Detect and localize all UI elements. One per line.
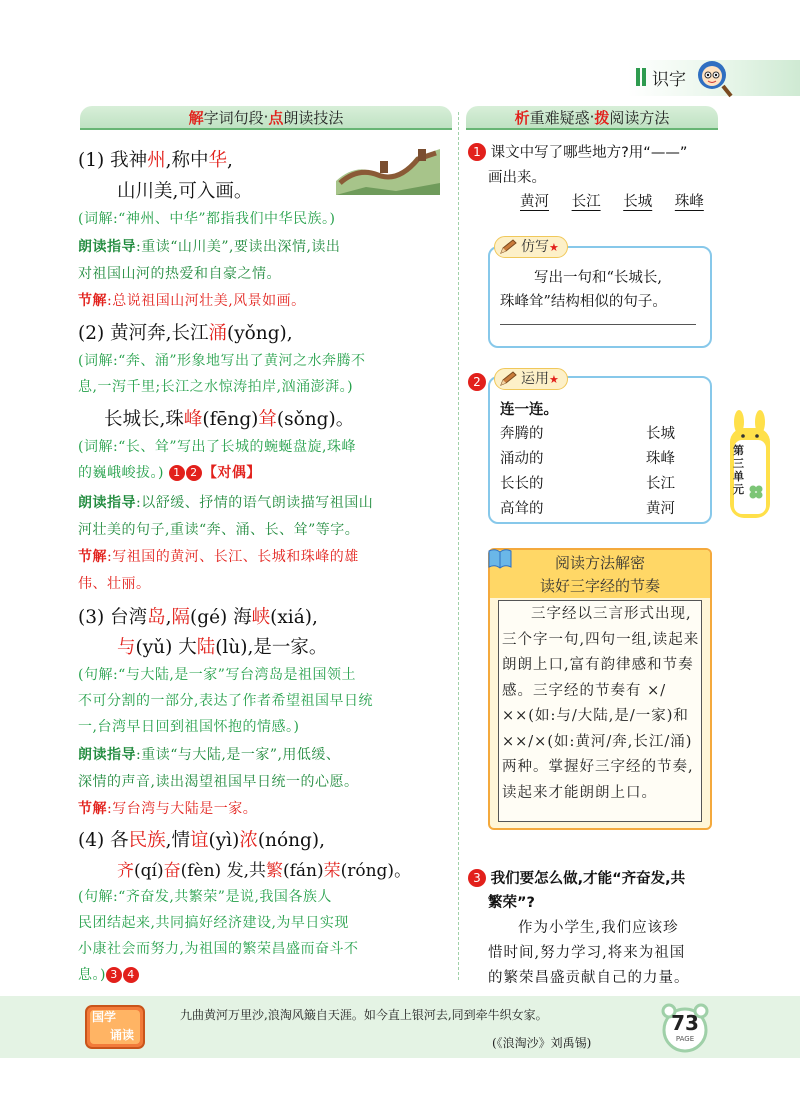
section-summary: 伟、壮丽。 bbox=[78, 576, 151, 592]
question-text: 繁荣”? bbox=[488, 895, 535, 911]
match-right-word[interactable]: 黄河 bbox=[646, 501, 675, 517]
secret-body: 三字经以三言形式出现,三个字一句,四句一组,读起来朗朗上口,富有韵律感和节奏感。三字经的节奏有 ×/××(如:与/大陆,是/一家)和 ××/×(如:黄河/奔,长江/涌)两种。掌握好三字经的节奏,读起来才能朗朗上口。 bbox=[502, 606, 700, 801]
header-dot: · bbox=[589, 108, 595, 126]
pinyin: (fán) bbox=[282, 861, 324, 881]
word-note bbox=[78, 462, 261, 482]
imitation-prompt: 写出一句和“长城长, bbox=[534, 270, 663, 286]
match-right-word[interactable]: 长城 bbox=[646, 426, 675, 442]
secret-title: 阅读方法解密 bbox=[490, 550, 710, 576]
summary-label: 节解 bbox=[78, 801, 107, 817]
unit-char: 元 bbox=[733, 483, 744, 496]
pinyin: (qí) bbox=[134, 861, 164, 881]
pinyin: (sǒng)。 bbox=[276, 409, 355, 430]
matching-title: 连一连。 bbox=[500, 402, 558, 418]
question-text: 我们要怎么做,才能“齐奋发,共 bbox=[490, 871, 686, 887]
number-badge: 4 bbox=[123, 967, 139, 983]
poem-text: , bbox=[227, 150, 233, 171]
column-divider bbox=[458, 112, 459, 980]
logo-text: 国学 bbox=[92, 1010, 117, 1024]
place-word: 黄河 bbox=[520, 194, 549, 210]
secret-subtitle: 读好三字经的节奏 bbox=[490, 576, 710, 598]
unit-char: 三 bbox=[733, 457, 744, 470]
reading-guide bbox=[78, 744, 340, 764]
right-column-header bbox=[466, 106, 718, 130]
tag-label: 仿写 bbox=[521, 239, 549, 255]
question-number: 1 bbox=[468, 143, 486, 161]
question-2 bbox=[468, 372, 486, 391]
question-text: 课文中写了哪些地方?用“——” bbox=[490, 145, 688, 161]
pinyin: (róng)。 bbox=[340, 861, 412, 881]
key-char: 奋 bbox=[163, 861, 181, 881]
sentence-note: 民团结起来,共同搞好经济建设,为早日实现 bbox=[78, 915, 349, 931]
great-wall-illustration bbox=[336, 143, 440, 195]
unit-char: 单 bbox=[733, 470, 744, 483]
note-text: 息。) bbox=[78, 967, 106, 983]
key-char: 荣 bbox=[323, 861, 341, 881]
sentence-note: 小康社会而努力,为祖国的繁荣昌盛而奋斗不 bbox=[78, 941, 359, 957]
poem-text: (lù),是一家。 bbox=[215, 637, 328, 658]
poem-line bbox=[117, 633, 327, 659]
poem-line bbox=[104, 405, 354, 431]
poem-line bbox=[78, 146, 233, 172]
left-column-header bbox=[80, 106, 452, 130]
key-char: 隔 bbox=[171, 607, 191, 628]
poem-text: (fèn) 发,共 bbox=[180, 861, 266, 881]
key-char: 岛 bbox=[147, 607, 166, 628]
imitation-prompt: 珠峰耸”结构相似的句子。 bbox=[500, 294, 667, 310]
sentence-note: (句解:“齐奋发,共繁荣”是说,我国各族人 bbox=[78, 889, 332, 905]
match-left-word[interactable]: 涌动的 bbox=[500, 451, 544, 467]
poem-line bbox=[117, 856, 411, 881]
match-right-word[interactable]: 长江 bbox=[646, 476, 675, 492]
place-word: 长城 bbox=[623, 194, 653, 210]
section-summary bbox=[78, 290, 306, 310]
header-highlight: 解 bbox=[188, 108, 204, 127]
poem-text: (yǒng), bbox=[226, 323, 293, 344]
pinyin: (yì) bbox=[208, 830, 240, 851]
place-list bbox=[520, 190, 704, 211]
page-number: 73 bbox=[671, 1011, 699, 1035]
summary-label: 节解 bbox=[78, 293, 107, 309]
guide-label: 朗读指导 bbox=[78, 495, 136, 511]
answer-text: 惜时间,努力学习,将来为祖国 bbox=[488, 945, 686, 961]
summary-label: 节解 bbox=[78, 549, 107, 565]
header-text: 朗读技法 bbox=[283, 108, 344, 127]
reading-guide bbox=[78, 236, 340, 256]
poem-text: (2) 黄河奔,长江 bbox=[78, 323, 209, 344]
key-char: 华 bbox=[208, 150, 228, 171]
unit-char: 第 bbox=[733, 444, 744, 457]
key-char: 峡 bbox=[251, 607, 271, 628]
poem-line bbox=[78, 319, 293, 345]
pencil-icon bbox=[499, 239, 517, 255]
match-left-word[interactable]: 长长的 bbox=[500, 476, 544, 492]
poem-text: 长城长,珠 bbox=[104, 409, 184, 430]
question-text: 画出来。 bbox=[488, 170, 546, 186]
pinyin: (xiá), bbox=[270, 607, 318, 628]
poem-text: (3) 台湾 bbox=[78, 607, 148, 628]
poem-text: , bbox=[165, 607, 172, 628]
summary-text: :写祖国的黄河、长江、长城和珠峰的雄 bbox=[107, 549, 359, 565]
key-char: 与 bbox=[117, 637, 136, 658]
note-text: 的巍峨峻拔。) bbox=[78, 465, 164, 481]
clover-icon bbox=[748, 484, 764, 500]
word-note: (词解:“神州、中华”都指我们中华民族。) bbox=[78, 211, 336, 227]
footer-source: (《浪淘沙》刘禹锡) bbox=[492, 1036, 592, 1050]
question-3 bbox=[468, 867, 685, 888]
reading-guide: 对祖国山河的热爱和自豪之情。 bbox=[78, 266, 281, 282]
place-word: 长江 bbox=[571, 194, 601, 210]
chapter-title: 识字 bbox=[652, 70, 686, 90]
imitation-tag: 仿写★ bbox=[494, 236, 568, 258]
header-highlight: 拨 bbox=[594, 108, 610, 127]
poem-text: (1) 我神 bbox=[78, 150, 148, 171]
sentence-note: 不可分割的一部分,表达了作者希望祖国早日统 bbox=[78, 693, 373, 709]
pencil-icon bbox=[499, 371, 517, 387]
footer-quote: 九曲黄河万里沙,浪淘风簸自天涯。如今直上银河去,同到牵牛织女家。 bbox=[180, 1008, 548, 1022]
match-left-word[interactable]: 高耸的 bbox=[500, 501, 544, 517]
figure-of-speech-label: 【对偶】 bbox=[202, 465, 261, 481]
summary-text: :总说祖国山河壮美,风景如画。 bbox=[107, 293, 306, 309]
guide-text: :重读“山川美”,要读出深情,读出 bbox=[136, 239, 341, 255]
sentence-note bbox=[78, 964, 140, 984]
header-text: 阅读方法 bbox=[609, 108, 670, 127]
pinyin: (nóng), bbox=[257, 830, 325, 851]
header-highlight: 点 bbox=[268, 108, 284, 127]
header-highlight: 析 bbox=[514, 108, 530, 127]
reading-method-box bbox=[488, 548, 712, 830]
number-badge: 3 bbox=[106, 967, 122, 983]
summary-text: :写台湾与大陆是一家。 bbox=[107, 801, 258, 817]
question-number: 2 bbox=[468, 373, 486, 391]
guide-text: :以舒缓、抒情的语气朗读描写祖国山 bbox=[136, 495, 374, 511]
key-char: 耸 bbox=[258, 409, 277, 430]
poem-line bbox=[78, 603, 318, 629]
header-text: 字词句段 bbox=[203, 108, 264, 127]
key-char: 浓 bbox=[239, 830, 258, 851]
number-badge: 1 bbox=[169, 465, 185, 481]
poem-text: (4) 各 bbox=[78, 830, 129, 851]
sentence-note: 一,台湾早日回到祖国怀抱的情感。) bbox=[78, 719, 300, 735]
question-number: 3 bbox=[468, 869, 486, 887]
pinyin: (yǔ) 大 bbox=[135, 637, 197, 658]
key-char: 民族 bbox=[128, 830, 166, 851]
key-char: 州 bbox=[147, 150, 166, 171]
question-1 bbox=[468, 141, 687, 162]
poem-line bbox=[78, 826, 325, 852]
answer-text: 的繁荣昌盛贡献自己的力量。 bbox=[488, 970, 690, 986]
reading-guide: 深情的声音,读出渴望祖国早日统一的心愿。 bbox=[78, 774, 359, 790]
poem-text: ,情 bbox=[165, 830, 190, 851]
key-char: 齐 bbox=[117, 861, 134, 881]
guide-label: 朗读指导 bbox=[78, 747, 136, 763]
key-char: 陆 bbox=[196, 637, 216, 658]
number-badge: 2 bbox=[186, 465, 202, 481]
guide-label: 朗读指导 bbox=[78, 239, 136, 255]
guide-text: :重读“与大陆,是一家”,用低缓、 bbox=[136, 747, 341, 763]
poem-line: 山川美,可入画。 bbox=[117, 181, 253, 202]
sentence-note: (句解:“与大陆,是一家”写台湾岛是祖国领土 bbox=[78, 667, 356, 683]
page-label: PAGE bbox=[675, 1035, 695, 1043]
header-dot: · bbox=[263, 108, 269, 126]
tag-bar bbox=[636, 68, 640, 86]
magnifier-mascot-icon bbox=[695, 58, 733, 98]
header-text: 重难疑惑 bbox=[529, 108, 590, 127]
match-right-word[interactable]: 珠峰 bbox=[646, 451, 675, 467]
key-char: 峰 bbox=[183, 409, 203, 430]
word-note: (词解:“长、耸”写出了长城的蜿蜒盘旋,珠峰 bbox=[78, 439, 356, 455]
key-char: 谊 bbox=[190, 830, 209, 851]
word-note: 息,一泻千里;长江之水惊涛拍岸,汹涌澎湃。) bbox=[78, 379, 354, 395]
reading-guide: 河壮美的句子,重读“奔、涌、长、耸”等字。 bbox=[78, 522, 360, 538]
reading-guide bbox=[78, 492, 373, 512]
pinyin: (fēng) bbox=[202, 409, 259, 430]
place-word: 珠峰 bbox=[674, 194, 704, 210]
answer-text: 作为小学生,我们应该珍 bbox=[518, 920, 679, 936]
tag-bar bbox=[642, 68, 646, 86]
use-tag: 运用★ bbox=[494, 368, 568, 390]
answer-line[interactable] bbox=[500, 324, 696, 325]
key-char: 繁 bbox=[265, 861, 283, 881]
key-char: 涌 bbox=[208, 323, 227, 344]
poem-text: ,称中 bbox=[165, 150, 209, 171]
unit-label bbox=[733, 444, 747, 496]
tag-label: 运用 bbox=[521, 371, 549, 387]
word-note: (词解:“奔、涌”形象地写出了黄河之水奔腾不 bbox=[78, 353, 366, 369]
logo-text: 诵读 bbox=[110, 1028, 135, 1042]
section-summary bbox=[78, 798, 257, 818]
section-summary bbox=[78, 546, 359, 566]
match-left-word[interactable]: 奔腾的 bbox=[500, 426, 544, 442]
open-book-icon bbox=[487, 545, 513, 571]
pinyin: (gé) 海 bbox=[190, 607, 252, 628]
